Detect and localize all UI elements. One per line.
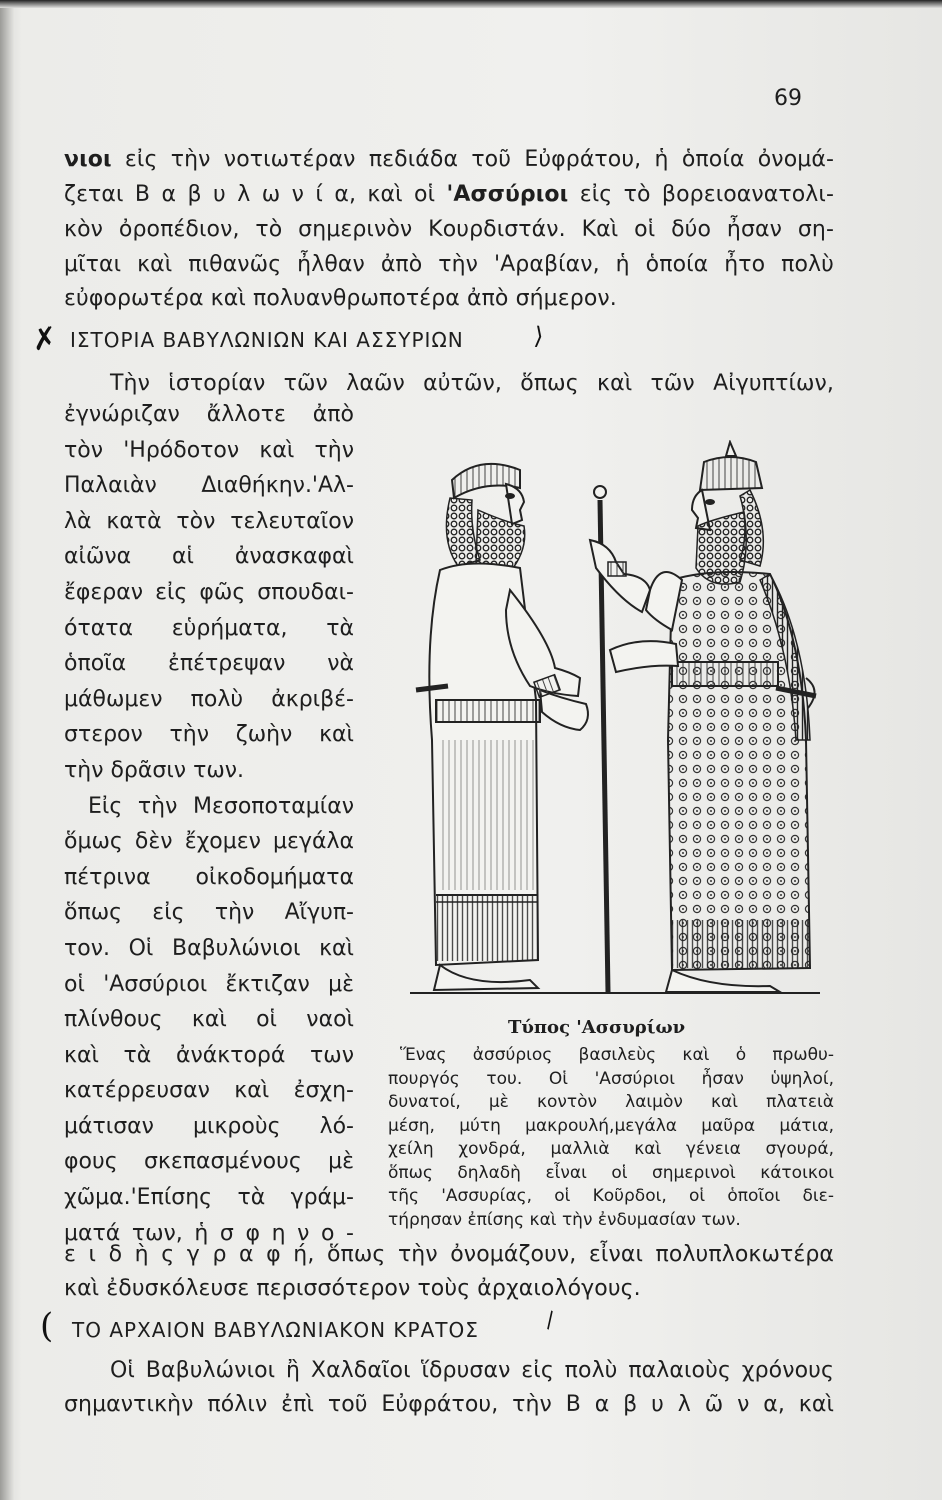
column-line: ὅπως εἰς τὴν Αἴγυπ- bbox=[64, 900, 354, 926]
column-line: ἐγνώριζαν ἄλλοτε ἀπὸ bbox=[64, 402, 354, 427]
caption-line: Ἕνας ἀσσύριος βασιλεὺς καὶ ὁ πρωθυ- bbox=[400, 1045, 834, 1065]
column-line: οἱ 'Ασσύριοι ἔκτιζαν μὲ bbox=[64, 971, 354, 997]
pencil-x-mark-icon: ✗ bbox=[29, 320, 60, 359]
column-line: ὁποῖα ἐπέτρεψαν νὰ bbox=[64, 651, 354, 677]
intro-line: εὐφορωτέρα καὶ πολυανθρωποτέρα ἀπὸ σήμερον. bbox=[64, 286, 617, 311]
caption-line: ὅπως δηλαδὴ εἶναι οἱ σημερινοὶ κάτοικοι bbox=[388, 1162, 834, 1183]
column-line: μάτισαν μικροὺς λό- bbox=[64, 1113, 354, 1139]
intro-line bbox=[64, 180, 834, 210]
column-line: Εἰς τὴν Μεσοποταμίαν bbox=[88, 793, 354, 819]
body-line: ε ι δ ὴ ς γ ρ α φ ή, ὅπως τὴν ὀνομάζουν, εἶναι πολυπλοκωτέρα bbox=[64, 1242, 834, 1267]
column-line: ἔφεραν εἰς φῶς σπουδαι- bbox=[64, 579, 354, 605]
column-line: φους σκεπασμένους μὲ bbox=[64, 1149, 354, 1175]
column-line: ότατα εὑρήματα, τὰ bbox=[64, 615, 354, 641]
figure-title: Τύπος 'Ασσυρίων bbox=[508, 1017, 686, 1038]
caption-line: δυνατοί, μὲ κοντὸν λαιμὸν καὶ πλατειὰ bbox=[388, 1092, 834, 1112]
text-span: ζεται Β α β υ λ ω ν ί α, καὶ οἱ bbox=[64, 182, 447, 207]
column-line: λὰ κατὰ τὸν τελευταῖον bbox=[64, 508, 354, 534]
caption-line: πουργός του. Οἱ 'Ασσύριοι ἦσαν ὑψηλοί, bbox=[388, 1068, 834, 1089]
minister-figure bbox=[416, 464, 588, 990]
bold-term: νιοι bbox=[64, 147, 112, 172]
text-span: εἰς τὸ βορειοανατολι- bbox=[568, 182, 834, 207]
text-span: εἰς τὴν νοτιωτέραν πεδιάδα τοῦ Εὐφράτου, ἡ ὁποία ὀνομά- bbox=[111, 147, 834, 172]
king-figure bbox=[590, 442, 816, 992]
column-line: πλίνθους καὶ οἱ ναοὶ bbox=[64, 1007, 354, 1033]
pencil-bracket-mark-icon: ( bbox=[40, 1306, 54, 1346]
body-line: Οἱ Βαβυλώνιοι ἢ Χαλδαῖοι ἵδρυσαν εἰς πολὺ παλαιοὺς χρόνους bbox=[110, 1358, 834, 1383]
body-line: καὶ ἐδυσκόλευσε περισσότερον τοὺς ἀρχαιολόγους. bbox=[64, 1276, 641, 1301]
column-line: μάθωμεν πολὺ ἀκριβέ- bbox=[64, 686, 354, 712]
intro-line bbox=[64, 145, 834, 175]
caption-line: χείλη χονδρά, μαλλιὰ καὶ γένεια σγουρά, bbox=[388, 1139, 834, 1159]
caption-line: μέση, μύτη μακρουλή,μεγάλα μαῦρα μάτια, bbox=[388, 1115, 834, 1136]
column-line: ὅμως δὲν ἔχομεν μεγάλα bbox=[64, 829, 354, 855]
figure-caption bbox=[388, 1044, 834, 1232]
intro-line: μῖται καὶ πιθανῶς ἦλθαν ἀπὸ τὴν 'Αραβίαν, ἡ ὁποία ἦτο πολὺ bbox=[64, 252, 834, 277]
column-line: αἰῶνα αἱ ἀνασκαφαὶ bbox=[64, 544, 354, 570]
caption-line: τήρησαν ἐπίσης καὶ τὴν ἐνδυμασίαν των. bbox=[388, 1209, 741, 1230]
column-line: ματά των, ἡ σ φ η ν ο - bbox=[64, 1220, 354, 1246]
section1-first-line: Τὴν ἱστορίαν τῶν λαῶν αὐτῶν, ὅπως καὶ τῶν Αἰγυπτίων, bbox=[110, 371, 834, 396]
page-binding-shadow bbox=[0, 0, 14, 1500]
assyrian-relief-illustration bbox=[410, 440, 830, 1000]
bold-term: 'Ασσύριοι bbox=[446, 182, 569, 207]
column-line: καὶ τὰ ἀνάκτορά των bbox=[64, 1042, 354, 1068]
page-number: 69 bbox=[774, 86, 802, 111]
column-line: τον. Οἱ Βαβυλώνιοι καὶ bbox=[64, 935, 354, 961]
pencil-x-mark-icon: ⟩ bbox=[532, 321, 545, 351]
narrow-text-column bbox=[64, 397, 354, 1251]
caption-line: τῆς 'Ασσυρίας, οἱ Κοῦρδοι, οἱ ὁποῖοι διε- bbox=[388, 1186, 834, 1206]
column-line: κατέρρευσαν καὶ ἐσχη- bbox=[64, 1078, 354, 1104]
column-line: στερον τὴν ζωὴν καὶ bbox=[64, 722, 354, 748]
intro-line: κὸν ὀροπέδιον, τὸ σημερινὸν Κουρδιστάν. Καὶ οἱ δύο ἦσαν ση- bbox=[64, 217, 834, 242]
column-line: τὴν δρᾶσιν των. bbox=[64, 757, 245, 783]
section-heading: ΤΟ ΑΡΧΑΙΟΝ ΒΑΒΥΛΩΝΙΑΚΟΝ ΚΡΑΤΟΣ bbox=[72, 1318, 479, 1342]
page-top-edge bbox=[0, 0, 942, 8]
column-line: χῶμα.'Επίσης τὰ γράμ- bbox=[64, 1185, 354, 1211]
column-line: πέτρινα οἰκοδομήματα bbox=[64, 864, 354, 890]
column-line: τὸν 'Ηρόδοτον καὶ τὴν bbox=[64, 437, 354, 463]
pencil-tick-mark-icon: \ bbox=[540, 1307, 560, 1334]
body-line: σημαντικὴν πόλιν ἐπὶ τοῦ Εὐφράτου, τὴν Β α β υ λ ῶ ν α, καὶ bbox=[64, 1392, 834, 1417]
column-line: Παλαιὰν Διαθήκην.'Αλ- bbox=[64, 473, 354, 499]
section-heading: ΙΣΤΟΡΙΑ ΒΑΒΥΛΩΝΙΩΝ ΚΑΙ ΑΣΣΥΡΙΩΝ bbox=[70, 328, 464, 352]
